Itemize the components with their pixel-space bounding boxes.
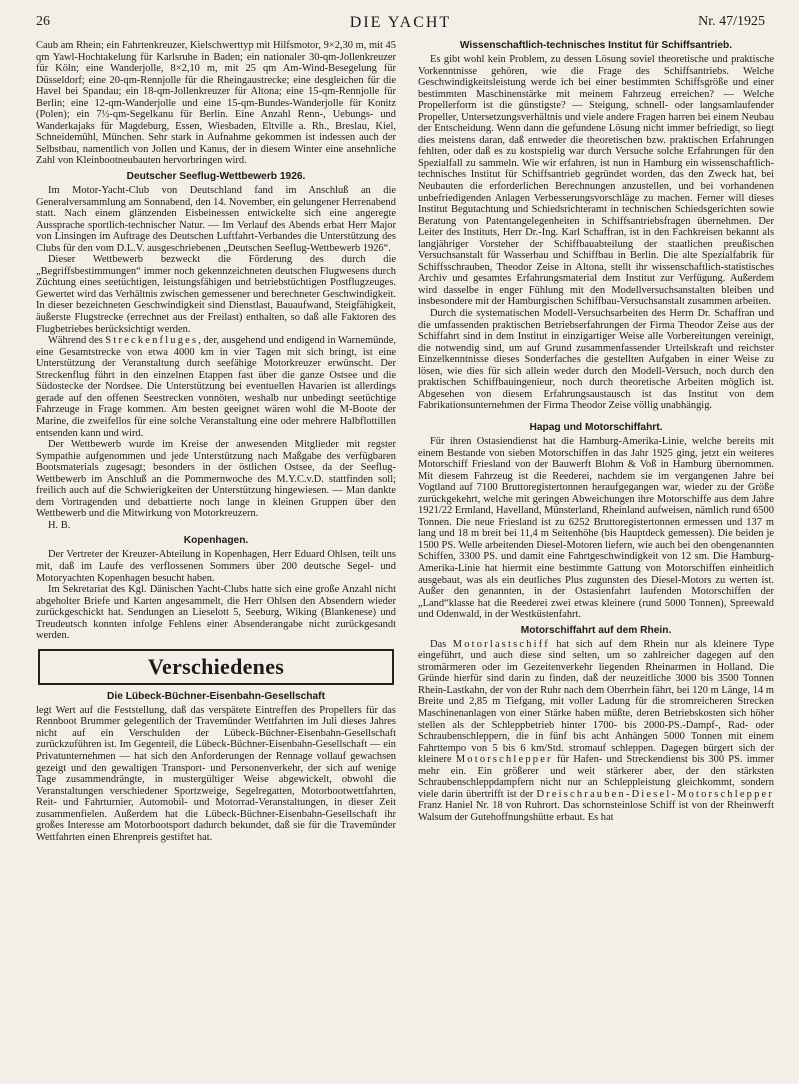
text-run: Während des	[48, 335, 106, 347]
page-header	[36, 14, 765, 34]
author-signature: H. B.	[48, 519, 71, 531]
paragraph-luebeck: legt Wert auf die Feststellung, daß das verspätete Eintreffen des Propellers für das Rennboot Brummer gelegentlich der Travemünder Wettfahrten im Juli dieses Jahres nicht auf ein Verschulden der Lübeck-Büchner-Eisenbahn-Gesellschaft zurückzuführen ist. Im Gegenteil, die Lübeck-Büchner-Eisenbahn-Gesellschaft — ein Privatunternehmen — hat sich den Anforderungen der Rennage vollauf gewachsen gezeigt und den gewaltigen Transport- und Personenverkehr, der sich auf wenige Tage zusammendrängte, in mustergültiger Weise abgewickelt, obwohl die Veranstaltungen verschiedener Sportzweige, Segelregatten, Motorbootwettfahrten, Reit- und Fahrturnier, Automobil- und Motorrad-Veranstaltungen, in dieser Zeit zusammenfielen. Außerdem hat die Lübeck-Büchner-Eisenbahn-Gesellschaft ihr großes Interesse am Motorbootsport dadurch bekundet, daß sie für die Travemünder Wettfahrten einen Ehrenpreis gestiftet hat.	[36, 704, 396, 843]
text-run: , der, ausgehend und endigend in Warnemünde, eine Gesamtstrecke von etwa 4000 km in vier Tagen mit sich bringt, ist eine Unterstützung der Veranstaltung durch seefähige Motorkreuzer erwünscht. Der Streckenflug führt in den einzelnen Etappen fast über die ganze Ostsee und die Südostecke der Nordsee. Die Unterstützung bei eventuellen Havarien ist allerdings gerade auf den offenen Seestrecken vonnöten, weshalb nur unbedingt seetüchtige Fahrzeuge in Frage kommen. Am besten geeignet wären wohl die M-Boote der Marine, die zweifellos für eine solche Veranstaltung eine oder mehrere Halbflottillen entsenden kann und wird.	[36, 335, 396, 439]
paragraph-rhein	[418, 639, 774, 824]
heading-rhein: Motorschiffahrt auf dem Rhein.	[520, 624, 672, 636]
emphasis-motorschlepper: Motorschlepper	[455, 754, 553, 766]
section-title-verschiedenes: Verschiedenes	[147, 654, 285, 680]
emphasis-dreischrauben: Dreischrauben-Diesel-Motorschlepper	[536, 788, 774, 800]
paragraph-institut-2: Durch die systematischen Modell-Versuchsarbeiten des Herrn Dr. Schaffran und die umfassenden praktischen Betriebserfahrungen der Firma Theodor Zeise aus der Schiffahrt sind in dem Institut in einzigartiger Weise alle Vorbereitungen vereinigt, die notwendig sind, um auf Grund zusammenfassender Urteilskraft und reichster Einzelkenntnisse dieses Sonderfaches die gestellten Aufgaben in einer Weise zu lösen, wie dies für sich allein weder durch den Modell-Versuch, noch durch den praktischen Schiffbauingenieur, noch durch theoretische Arbeiten möglich ist. Abgesehen von diesem Erfahrungsaustausch ist das Institut von dem Fabrikationsunternehmen der Firma Theodor Zeise völlig unabhängig.	[418, 308, 774, 412]
paragraph-kopenhagen-2: Im Sekretariat des Kgl. Dänischen Yacht-Clubs hatte sich eine große Anzahl nicht abgeholter Briefe und Karten angesammelt, die Herr Ohlsen den Absendern wieder zurückgeschickt hat. Sendungen an Lieselott 5, Seeburg, Wiking (Blankenese) und Treudeutsch konnten infolge Fehlens einer Absenderangabe nicht zurückgesandt werden.	[36, 584, 396, 642]
issue-number: Nr. 47/1925	[698, 14, 765, 29]
paragraph-kopenhagen-1: Der Vertreter der Kreuzer-Abteilung in Kopenhagen, Herr Eduard Ohlsen, teilt uns mit, daß im Laufe des verflossenen Sommers über 200 deutsche Segel- und Motoryachten Kopenhagen besucht haben.	[36, 549, 396, 584]
emphasis-streckenflug: Streckenfluges	[105, 335, 199, 347]
text-run: Franz Haniel Nr. 18 von Ruhrort. Das schornsteinlose Schiff ist von der Rheinwerft Walsum der Gutehoffnungshütte erbaut. Es hat	[418, 800, 774, 823]
page-number: 26	[36, 14, 50, 29]
left-column	[36, 40, 396, 1070]
paragraph-seeflug-4: Der Wettbewerb wurde im Kreise der anwesenden Mitglieder mit regster Sympathie aufgenommen und jede Unterstützung nach Maßgabe des verfügbaren Bootsmaterials zugesagt; besonders in der östlichen Ostsee, da der Seeflug-Wettbewerb im Anschluß an die Pommernwoche des M.Y.C.v.D. stattfinden soll; freilich auch auf die Schwierigkeiten der Unterstützung hingewiesen. — Man dankte dem Vortragenden und debattierte noch lange in kleinen Gruppen über den Wettbewerb und die Mitwirkung von Motorkreuzern.	[36, 439, 396, 520]
text-run: hat sich auf dem Rhein nur als kleinere Type eingeführt, und auch diese sind selten, um so zahlreicher dagegen auf den stromärmeren oder im Gezeitenverkehr liegenden Rheinarmen in Holland. Die Gründe hierfür sind darin zu finden, daß der neuzeitliche 3000 bis 3500 Tonnen Rhein-Lastkahn, der von der Ruhr nach dem Oberrhein fährt, bei 120 m Länge, 14 m Breite und 2,85 m Tiefgang, mit voller Ladung für die stromreicheren Strecken Maschinenanlagen von einer Stärke haben müßte, deren Betriebskosten sich höher stellen als der Schleppbetrieb hinter 1700- bis 2000-PS.-Dampf-, Rad- oder Schraubenschleppern, die in fünf bis acht Anhängen 5000 Tonnen mit einem Fahrttempo von 5 bis 6 km/Std. stromauf schleppen. Dagegen bürgert sich der kleinere	[418, 638, 774, 766]
paragraph-hapag: Für ihren Ostasiendienst hat die Hamburg-Amerika-Linie, welche bereits mit einem Bestande von sieben Motorschiffen in das Jahr 1925 ging, jetzt ein weiteres Motorschiff Friesland von der Bauwerft Blohm & Voß in Hamburg übernommen. Mit diesem Fahrzeug ist die Reederei, nachdem sie im vergangenen Jahre bei Vogtland auf 7100 Bruttoregistertonnen heraufgegangen war, wieder zu der Größe zurückgekehrt, welche mit geringen Abweichungen ihre Motorschiffe aus dem Jahre 1921/22 Ermland, Havelland, Münsterland, Rheinland aufweisen, nämlich rund 6500 Tonnen. Die neue Friesland ist zu 6252 Bruttoregistertonnen ermessen und 137 m lang und 18 m breit bei 11,4 m Seitenhöhe (bis Hauptdeck gemessen). Die beiden je 1500 PS. Welle arbeitenden Diesel-Motoren liefern, wie auch bei den obengenannten Schiffen, 3300 PS. und damit eine Fahrtgeschwindigkeit von 12 sm. Die Hamburg-Amerika-Linie hat hiermit eine bestimmte Gattung von Motorschiffen einheitlich ausgebaut, was als ein deutliches Plus zugunsten des Diesel-Motors zu werten ist. Außer den genannten, in der Ostasienfahrt laufenden Motorschiffen der „Land“klasse hat die Reederei zwei etwas kleinere (rund 5000 Tonnen), Spreewald und Odenwald, in der Westküstenfahrt.	[418, 435, 774, 621]
paragraph-institut-1: Es gibt wohl kein Problem, zu dessen Lösung soviel theoretische und praktische Vorkenntnisse gehören, wie die Frage des Schiffsantriebs. Welche Geschwindigkeitsleistung werde ich bei einer bestimmten Schiffsgröße und einer bestimmten Maschinenstärke mit meinem Fahrzeug erreichen? — Welche Propellerform ist die günstigste? — Steigung, schnell- oder langsamlaufender Propeller, Untersetzungsverhältnis und viele andere Fragen harren bei einem Neubau der Entscheidung. Wenn dann die gefundene Lösung nicht immer befriedigt, so liegt dies meistens daran, daß entweder die theoretischen bzw. praktischen Erfahrungen fehlten, oder daß es zu kostspielig war durch Versuche solche Erfahrungen für den Spezialfall zu sammeln. Wie wir erfahren, ist nun in Hamburg ein wissenschaftlich-technisches Institut für Schiffsantrieb gegründet worden, das den Zweck hat, bei Neubauten die erforderlichen Berechnungen anzustellen, und bei vorhandenen unbefriedigenden Anlagen Verbesserungsvorschläge zu machen. Ferner will dieses Institut Begutachtung und Schiedsrichteramt in technischen Schiedsgerichten sowie Beratung von Patentangelegenheiten in Schiffsantriebsfragen übernehmen. Der Leiter des Instituts, Herr Dr.-Ing. Karl Schaffran, ist in den Fachkreisen bekannt als langjähriger Vorsteher der Schiffbauabteilung der staatlichen preußischen Versuchsanstalt für Wasserbau und Schiffbau in Berlin. Die alte Spezialfabrik für Schiffsschrauben, Theodor Zeise in Altona, stellt ihr wissenschaftlich-statistisches Archiv und gesamtes Erfahrungsmaterial dem Institut zur Verfügung. Außerdem wird dasselbe in enger Fühlung mit den Modellversuchsanstalten bleiben und insbesondere mit der Hamburgischen Schiffbau-Versuchsanstalt zusammen arbeiten.	[418, 54, 774, 308]
paragraph-seeflug-1: Im Motor-Yacht-Club von Deutschland fand im Anschluß an die Generalversammlung am Sonnabend, den 14. November, ein gelungener Herrenabend statt. Nach einem glänzenden Eisbeinessen entwickelte sich eine angeregte Aussprache sportlich-technischer Natur. — Im Verlauf des Abends erbat Herr Major von Linsingen im Auftrage des Deutschen Luftfahrt-Verbandes die Unterstützung des Clubs für den vom D.L.V. ausgeschriebenen „Deutschen Seeflug-Wettbewerb 1926“.	[36, 185, 396, 254]
heading-luebeck: Die Lübeck-Büchner-Eisenbahn-Gesellschaft	[107, 690, 325, 702]
paragraph-seeflug-2: Dieser Wettbewerb bezweckt die Förderung des durch die „Begriffsbestimmungen“ immer noch gekennzeichneten deutschen Flugwesens durch Züchtung eines seetüchtigen, leistungsfähigen und betriebstüchtigen Postflugzeuges. Gewertet wird das Verhältnis zwischen gemessener und berechneter Geschwindigkeit. In dieser bezeichneten Geschwindigkeit sind Dienstlast, Bauaufwand, Steigfähigkeit, äußerste Flugstrecke (errechnet aus der Freilast) enthalten, so daß alle Faktoren des Flugbetriebes berücksichtigt werden.	[36, 254, 396, 335]
emphasis-motorlastschiff: Motorlastschiff	[452, 638, 550, 650]
heading-kopenhagen: Kopenhagen.	[183, 535, 249, 547]
text-run: Das	[430, 638, 453, 650]
section-title-box	[38, 649, 394, 685]
heading-hapag: Hapag und Motorschiffahrt.	[529, 421, 663, 433]
paragraph-boat-orders: Caub am Rhein; ein Fahrtenkreuzer, Kielschwerttyp mit Hilfsmotor, 9×2,30 m, mit 45 qm Yawl-Hochtakelung für Karlsruhe in Baden; ein nationaler 30-qm-Jollenkreuzer für Köln; eine Wanderjolle, 8×2,10 m, mit 25 qm Am-Wind-Besegelung für Düsseldorf; eine 20-qm-Rennjolle für die Rheingaustrecke; eine desgleichen für die Havel bei Spandau; ein 18-qm-Jollenkreuzer für Altona; eine 15-qm-Rennjolle für Berlin; eine 12-qm-Wanderjolle und eine 15-qm-Bundes-Wanderjolle für Konitz (Polen); ein 7½-qm-Segelkanu für Berlin. Eine Anzahl Renn-, Uebungs- und Wanderkajaks für Magdeburg, Essen, Wiesbaden, Eltville a. Rh., Breslau, Kiel, Schneidemühl, München. Sehr stark in Aufnahme gekommen ist indessen auch der Selbstbau, namentlich von Jollen und Kanus, der in diesem Winter eine ansehnliche Zahl von Kleinbootneubauten hervorbringen wird.	[36, 40, 396, 167]
heading-seeflug: Deutscher Seeflug-Wettbewerb 1926.	[126, 171, 306, 183]
text-run: für Hafen- und Streckendienst bis 300 PS. immer mehr ein. Ein größerer und weit stärkerer aber, der den stärksten Schraubenschleppdampfern nicht nur an Schleppleistung gleichkommt, sondern viele darin übertrifft ist der	[418, 754, 774, 800]
paragraph-seeflug-3	[36, 335, 396, 439]
heading-institut: Wissenschaftlich-technisches Institut für Schiffsantrieb.	[459, 40, 733, 51]
journal-title: DIE YACHT	[349, 14, 452, 31]
spacer	[418, 412, 774, 418]
right-column	[418, 40, 774, 1070]
